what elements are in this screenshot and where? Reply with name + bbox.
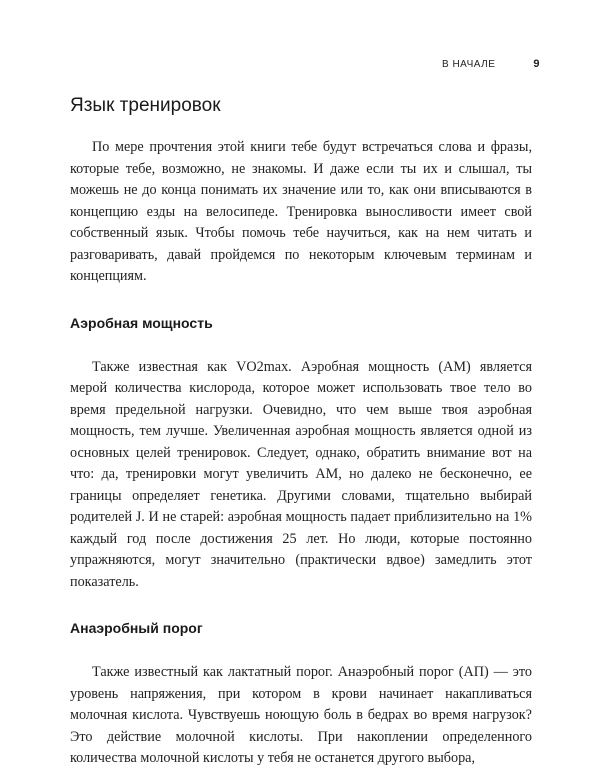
page-number: 9 (533, 58, 540, 70)
section-title-anaerobic-threshold: Анаэробный порог (70, 620, 203, 636)
intro-paragraph: По мере прочтения этой книги тебе будут встречаться слова и фразы, которые тебе, возможно, не знакомы. И даже если ты их и слышал, ты можешь не до конца понимать их значение или то, как они вписываются в концепцию езды на велосипеде. Тренировка выносливости имеет свой собственный язык. Чтобы помочь тебе научиться, как на нем читать и разговаривать, давай пройдемся по некоторым ключевым терминам и концепциям. (70, 139, 532, 284)
running-head (442, 58, 540, 70)
page-content (70, 95, 532, 770)
section-text-anaerobic-threshold: Также известный как лактатный порог. Анаэробный порог (АП) — это уровень напряжения, при котором в крови начинает накапливаться молочная кислота. Чувствуешь ноющую боль в бедрах во время нагрузок? Это действие молочной кислоты. При накоплении определенного количества молочной кислоты у тебя не останется другого выбора, (70, 664, 532, 766)
section-text-aerobic-power: Также известная как VO2max. Аэробная мощность (АМ) является мерой количества кислорода, которое может использовать твое тело во время предельной нагрузки. Очевидно, что чем выше твоя аэробная мощность, тем лучше. Увеличенная аэробная мощность является одной из основных целей тренировок. Следует, однако, обратить внимание вот на что: да, тренировки могут увеличить АМ, но далеко не бесконечно, ее границы определяет генетика. Другими словами, тщательно выбирай родителей J. И не старей: аэробная мощность падает приблизительно на 1% каждый год после достижения 25 лет. Но люди, которые постоянно упражняются, могут значительно (практически вдвое) замедлить этот показатель. (70, 358, 532, 590)
section-title-aerobic-power: Аэробная мощность (70, 314, 213, 331)
running-title: В НАЧАЛЕ (442, 59, 496, 70)
chapter-title: Язык тренировок (70, 95, 221, 116)
